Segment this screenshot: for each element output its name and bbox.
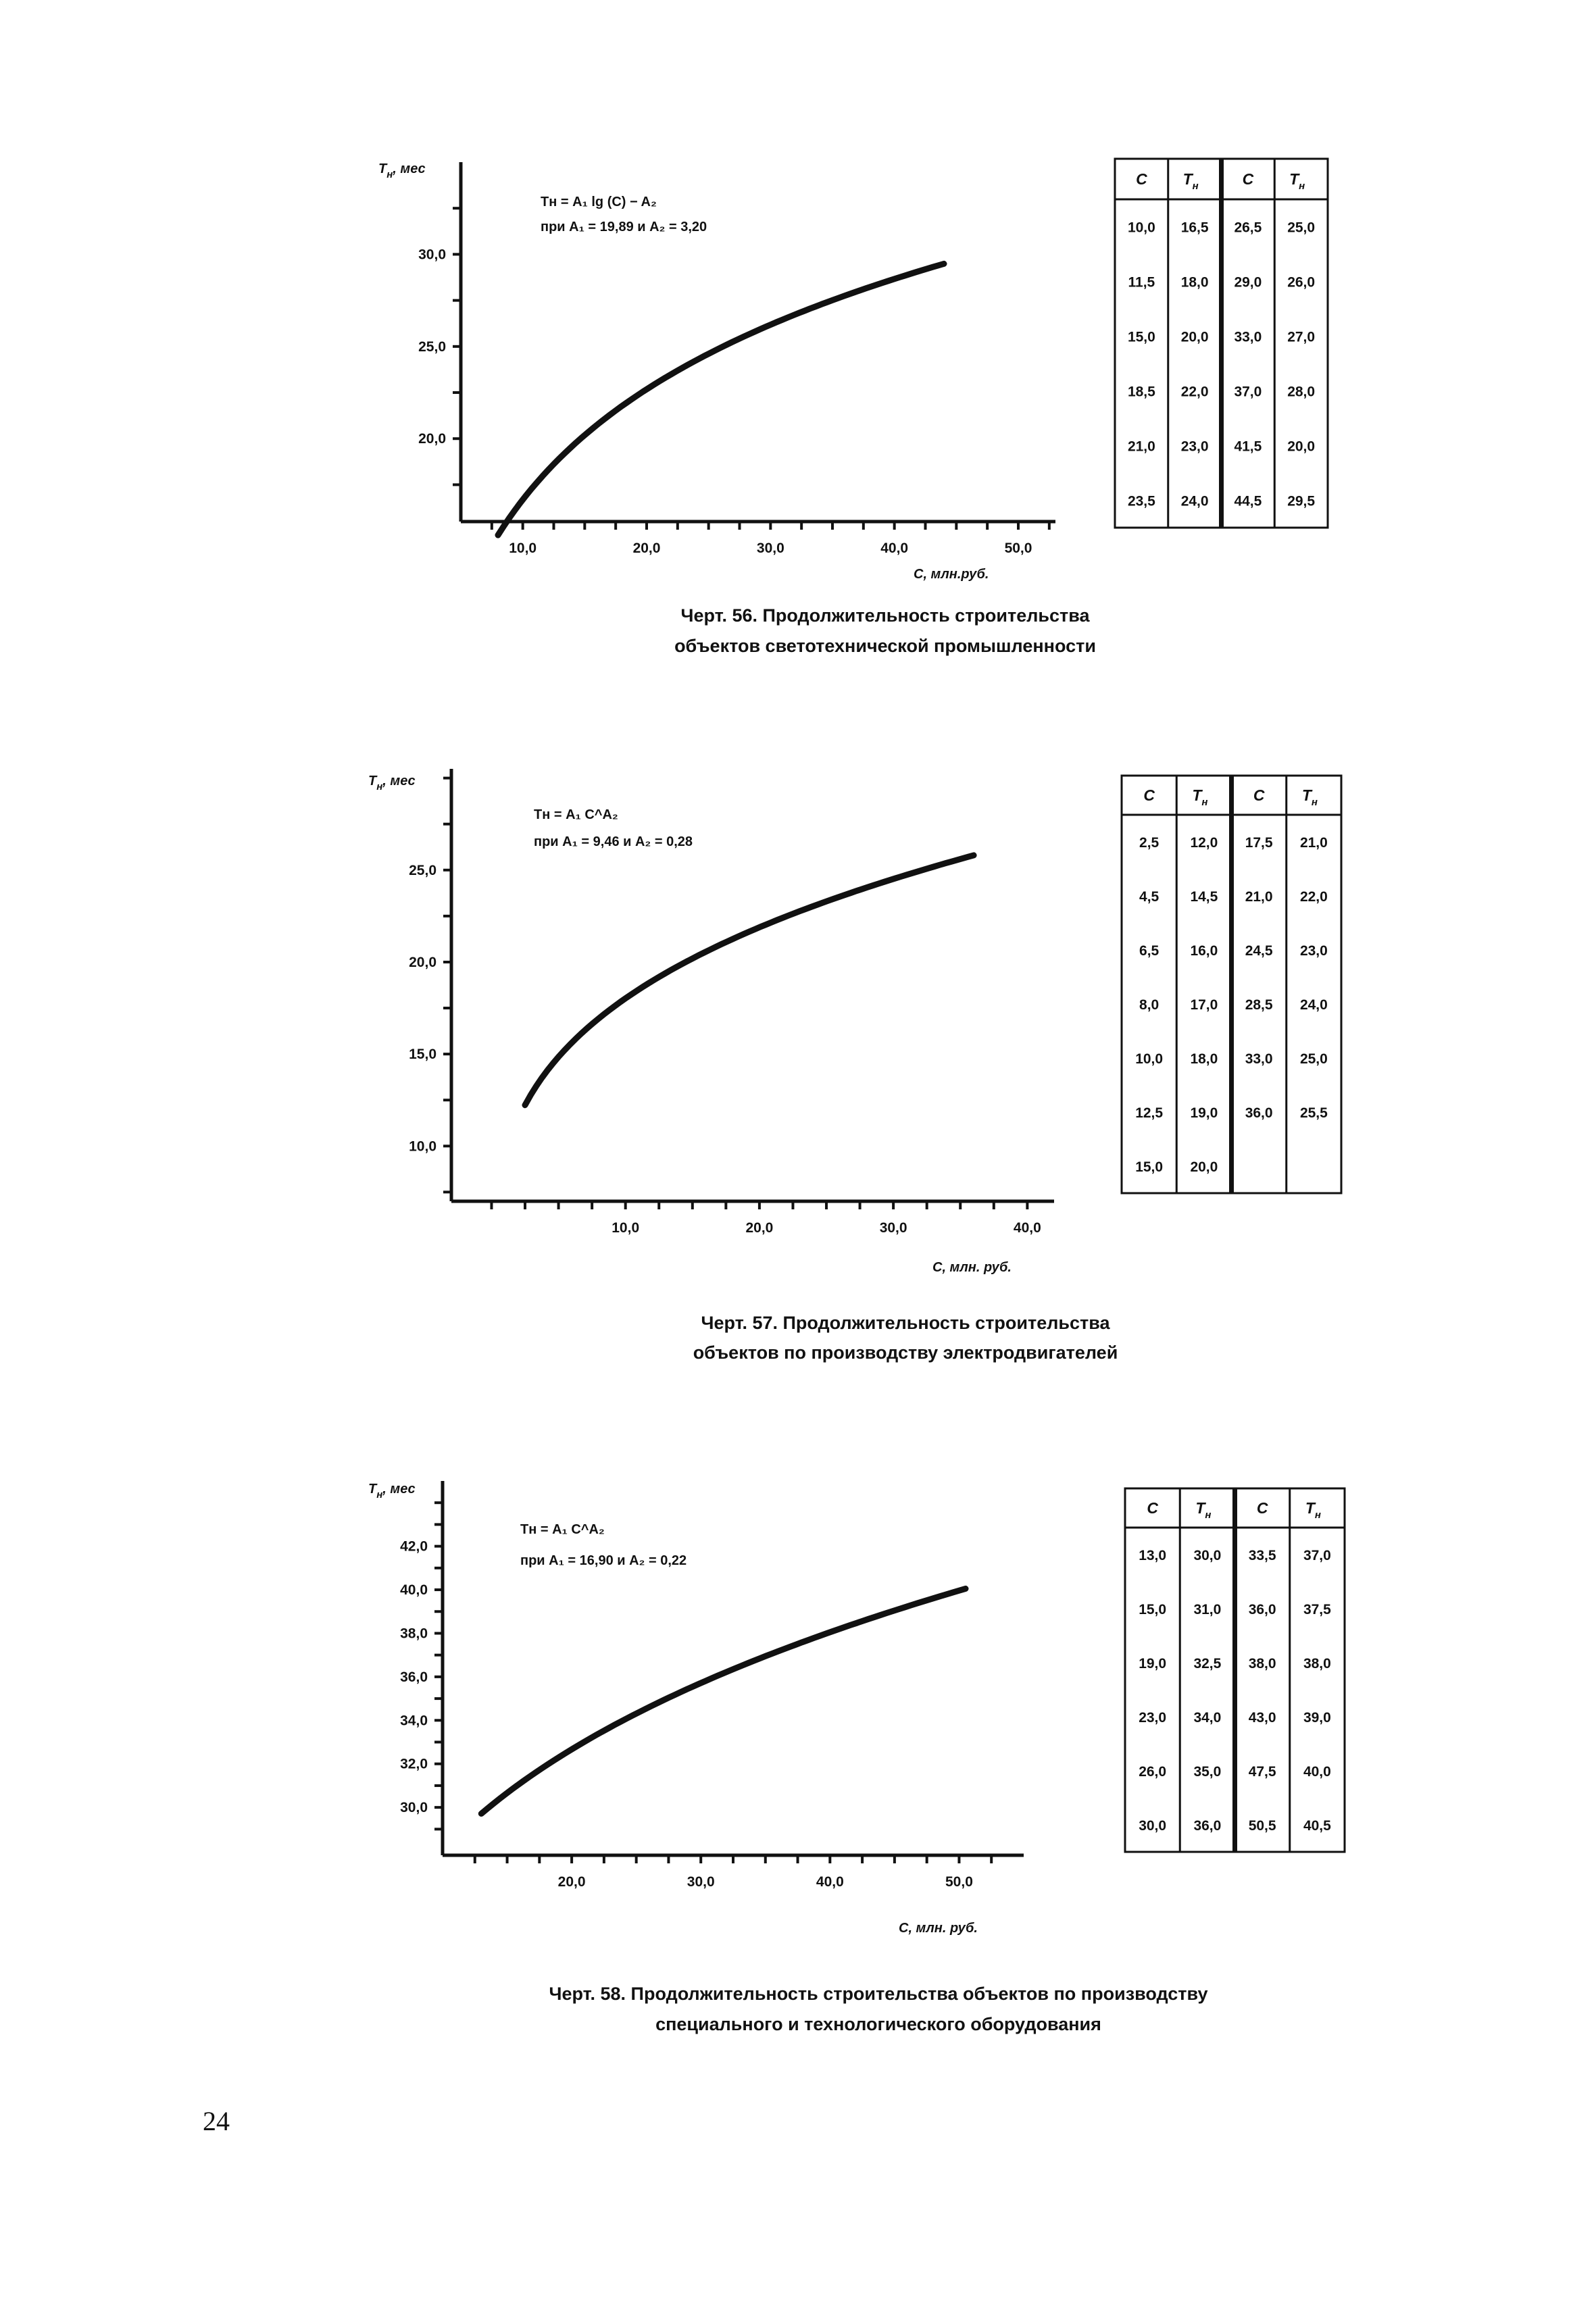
data-curve bbox=[525, 855, 974, 1105]
table-cell: 23,0 bbox=[1139, 1710, 1167, 1726]
y-axis-title: $T_н$, мес bbox=[378, 161, 426, 180]
table-cell: 6,5 bbox=[1139, 943, 1159, 959]
data-curve bbox=[481, 1588, 966, 1813]
table-cell: 19,0 bbox=[1139, 1656, 1167, 1671]
x-tick-label: 30,0 bbox=[879, 1220, 907, 1236]
table-cell: 18,0 bbox=[1190, 1051, 1218, 1067]
table-cell: 33,0 bbox=[1245, 1051, 1273, 1067]
table-cell: 37,5 bbox=[1303, 1602, 1331, 1617]
table-header-cell: C bbox=[1256, 1499, 1268, 1517]
table-cell: 33,0 bbox=[1234, 329, 1262, 345]
formula-line-2: при A₁ = 9,46 и A₂ = 0,28 bbox=[534, 834, 693, 849]
caption-line-1: Черт. 57. Продолжительность строительства bbox=[701, 1313, 1110, 1333]
table-cell: 38,0 bbox=[1303, 1656, 1331, 1671]
table-cell: 29,0 bbox=[1234, 274, 1262, 291]
table-cell: 25,0 bbox=[1287, 220, 1316, 236]
y-tick-label: 38,0 bbox=[400, 1626, 428, 1642]
x-tick-label: 30,0 bbox=[687, 1874, 715, 1890]
data-curve bbox=[498, 263, 944, 535]
y-tick-label: 40,0 bbox=[400, 1582, 428, 1599]
table-cell: 20,0 bbox=[1190, 1159, 1218, 1175]
table-cell: 33,5 bbox=[1248, 1548, 1276, 1563]
caption-line-1: Черт. 58. Продолжительность строительства объектов по производству bbox=[549, 1984, 1208, 2004]
y-tick-label: 32,0 bbox=[400, 1756, 428, 1772]
table-header-cell: C bbox=[1147, 1499, 1158, 1517]
x-tick-label: 10,0 bbox=[612, 1220, 640, 1236]
table-cell: 23,0 bbox=[1299, 943, 1328, 959]
table-cell: 17,0 bbox=[1190, 997, 1218, 1013]
table-cell: 27,0 bbox=[1287, 329, 1316, 345]
table-cell: 15,0 bbox=[1139, 1602, 1167, 1617]
table-cell: 25,0 bbox=[1299, 1051, 1328, 1067]
caption-line-2: объектов светотехнической промышленности bbox=[674, 636, 1096, 656]
table-header-cell: $T_н$ bbox=[1192, 786, 1208, 808]
x-tick-label: 20,0 bbox=[557, 1874, 586, 1890]
y-tick-label: 25,0 bbox=[418, 338, 446, 355]
y-tick-label: 30,0 bbox=[400, 1800, 428, 1816]
formula-line-1: Tн = A₁ lg (C) − A₂ bbox=[541, 195, 657, 209]
table-cell: 17,5 bbox=[1245, 835, 1273, 851]
table-cell: 26,0 bbox=[1287, 274, 1316, 291]
x-tick-label: 30,0 bbox=[756, 540, 784, 556]
formula-line-2: при A₁ = 19,89 и A₂ = 3,20 bbox=[541, 220, 707, 234]
table-cell: 12,0 bbox=[1190, 835, 1218, 851]
table-cell: 50,5 bbox=[1248, 1818, 1276, 1834]
table-cell: 10,0 bbox=[1127, 220, 1155, 236]
table-cell: 23,5 bbox=[1127, 493, 1155, 509]
table-cell: 8,0 bbox=[1139, 997, 1159, 1013]
table-cell: 21,0 bbox=[1127, 438, 1155, 455]
table-header-cell: $T_н$ bbox=[1305, 1499, 1321, 1521]
table-cell: 15,0 bbox=[1135, 1159, 1164, 1175]
caption-line-1: Черт. 56. Продолжительность строительства bbox=[680, 605, 1090, 626]
formula-line-1: Tн = A₁ C^A₂ bbox=[520, 1522, 605, 1537]
y-tick-label: 20,0 bbox=[418, 431, 446, 447]
table-cell: 37,0 bbox=[1303, 1548, 1331, 1563]
table-cell: 35,0 bbox=[1193, 1764, 1222, 1780]
x-tick-label: 50,0 bbox=[945, 1874, 973, 1890]
table-cell: 31,0 bbox=[1193, 1602, 1222, 1617]
table-header-cell: $T_н$ bbox=[1289, 170, 1305, 192]
x-tick-label: 40,0 bbox=[816, 1874, 844, 1890]
table-cell: 24,5 bbox=[1245, 943, 1273, 959]
table-cell: 20,0 bbox=[1180, 329, 1209, 345]
chart-56 bbox=[378, 159, 1328, 656]
table-cell: 32,5 bbox=[1193, 1656, 1222, 1671]
table-cell: 41,5 bbox=[1234, 438, 1262, 455]
table-cell: 28,5 bbox=[1245, 997, 1273, 1013]
table-cell: 2,5 bbox=[1139, 835, 1159, 851]
table-cell: 39,0 bbox=[1303, 1710, 1331, 1726]
table-header-cell: C bbox=[1253, 786, 1265, 804]
table-cell: 15,0 bbox=[1127, 329, 1155, 345]
y-tick-label: 34,0 bbox=[400, 1713, 428, 1729]
table-header-cell: $T_н$ bbox=[1182, 170, 1199, 192]
x-axis-title: C, млн. руб. bbox=[899, 1921, 978, 1936]
table-cell: 40,5 bbox=[1303, 1818, 1331, 1834]
table-cell: 18,5 bbox=[1127, 384, 1155, 400]
y-tick-label: 15,0 bbox=[409, 1047, 437, 1063]
table-cell: 23,0 bbox=[1180, 438, 1209, 455]
table-cell: 36,0 bbox=[1245, 1105, 1273, 1121]
table-header-cell: C bbox=[1143, 786, 1155, 804]
table-cell: 43,0 bbox=[1248, 1710, 1276, 1726]
table-cell: 4,5 bbox=[1139, 889, 1159, 905]
table-cell: 37,0 bbox=[1234, 384, 1262, 400]
table-cell: 16,5 bbox=[1180, 220, 1209, 236]
x-axis-title: C, млн.руб. bbox=[914, 567, 989, 582]
table-cell: 14,5 bbox=[1190, 889, 1218, 905]
x-tick-label: 40,0 bbox=[880, 540, 909, 556]
table-cell: 20,0 bbox=[1287, 438, 1316, 455]
table-cell: 30,0 bbox=[1139, 1818, 1167, 1834]
caption-line-2: специального и технологического оборудования bbox=[655, 2014, 1101, 2034]
table-cell: 38,0 bbox=[1248, 1656, 1276, 1671]
table-cell: 22,0 bbox=[1180, 384, 1209, 400]
table-cell: 21,0 bbox=[1245, 889, 1273, 905]
y-axis-title: $T_н$, мес bbox=[368, 774, 416, 793]
table-cell: 36,0 bbox=[1248, 1602, 1276, 1617]
table-cell: 16,0 bbox=[1190, 943, 1218, 959]
x-axis-title: C, млн. руб. bbox=[932, 1260, 1012, 1275]
x-tick-label: 40,0 bbox=[1013, 1220, 1041, 1236]
y-axis-title: $T_н$, мес bbox=[368, 1482, 416, 1501]
y-tick-label: 42,0 bbox=[400, 1538, 428, 1555]
table-cell: 18,0 bbox=[1180, 274, 1209, 291]
table-cell: 47,5 bbox=[1248, 1764, 1276, 1780]
y-tick-label: 10,0 bbox=[409, 1138, 437, 1155]
table-cell: 28,0 bbox=[1287, 384, 1316, 400]
table-cell: 13,0 bbox=[1139, 1548, 1167, 1563]
table-cell: 29,5 bbox=[1287, 493, 1316, 509]
table-cell: 34,0 bbox=[1193, 1710, 1222, 1726]
table-cell: 30,0 bbox=[1193, 1548, 1222, 1563]
formula-line-1: Tн = A₁ C^A₂ bbox=[534, 807, 618, 822]
table-cell: 40,0 bbox=[1303, 1764, 1331, 1780]
table-cell: 12,5 bbox=[1135, 1105, 1164, 1121]
table-cell: 11,5 bbox=[1128, 274, 1155, 291]
table-header-cell: C bbox=[1242, 170, 1254, 188]
x-tick-label: 50,0 bbox=[1004, 540, 1032, 556]
table-cell: 24,0 bbox=[1299, 997, 1328, 1013]
y-tick-label: 36,0 bbox=[400, 1669, 428, 1685]
table-cell: 10,0 bbox=[1135, 1051, 1164, 1067]
y-tick-label: 25,0 bbox=[409, 862, 437, 878]
table-cell: 19,0 bbox=[1190, 1105, 1218, 1121]
y-tick-label: 20,0 bbox=[409, 954, 437, 970]
table-cell: 26,0 bbox=[1139, 1764, 1167, 1780]
table-cell: 26,5 bbox=[1234, 220, 1262, 236]
table-header-cell: $T_н$ bbox=[1301, 786, 1318, 808]
table-cell: 21,0 bbox=[1299, 835, 1328, 851]
x-tick-label: 20,0 bbox=[745, 1220, 774, 1236]
chart-58 bbox=[368, 1481, 1345, 2034]
table-cell: 36,0 bbox=[1193, 1818, 1222, 1834]
table-header-cell: C bbox=[1136, 170, 1147, 188]
table-cell: 25,5 bbox=[1299, 1105, 1328, 1121]
formula-line-2: при A₁ = 16,90 и A₂ = 0,22 bbox=[520, 1553, 687, 1568]
y-tick-label: 30,0 bbox=[418, 247, 446, 263]
page-number: 24 bbox=[203, 2106, 230, 2136]
chart-57 bbox=[368, 769, 1341, 1363]
x-tick-label: 10,0 bbox=[509, 540, 537, 556]
caption-line-2: объектов по производству электродвигателей bbox=[693, 1342, 1118, 1363]
table-header-cell: $T_н$ bbox=[1195, 1499, 1212, 1521]
table-cell: 44,5 bbox=[1234, 493, 1262, 509]
x-tick-label: 20,0 bbox=[632, 540, 661, 556]
table-cell: 24,0 bbox=[1180, 493, 1209, 509]
table-cell: 22,0 bbox=[1299, 889, 1328, 905]
